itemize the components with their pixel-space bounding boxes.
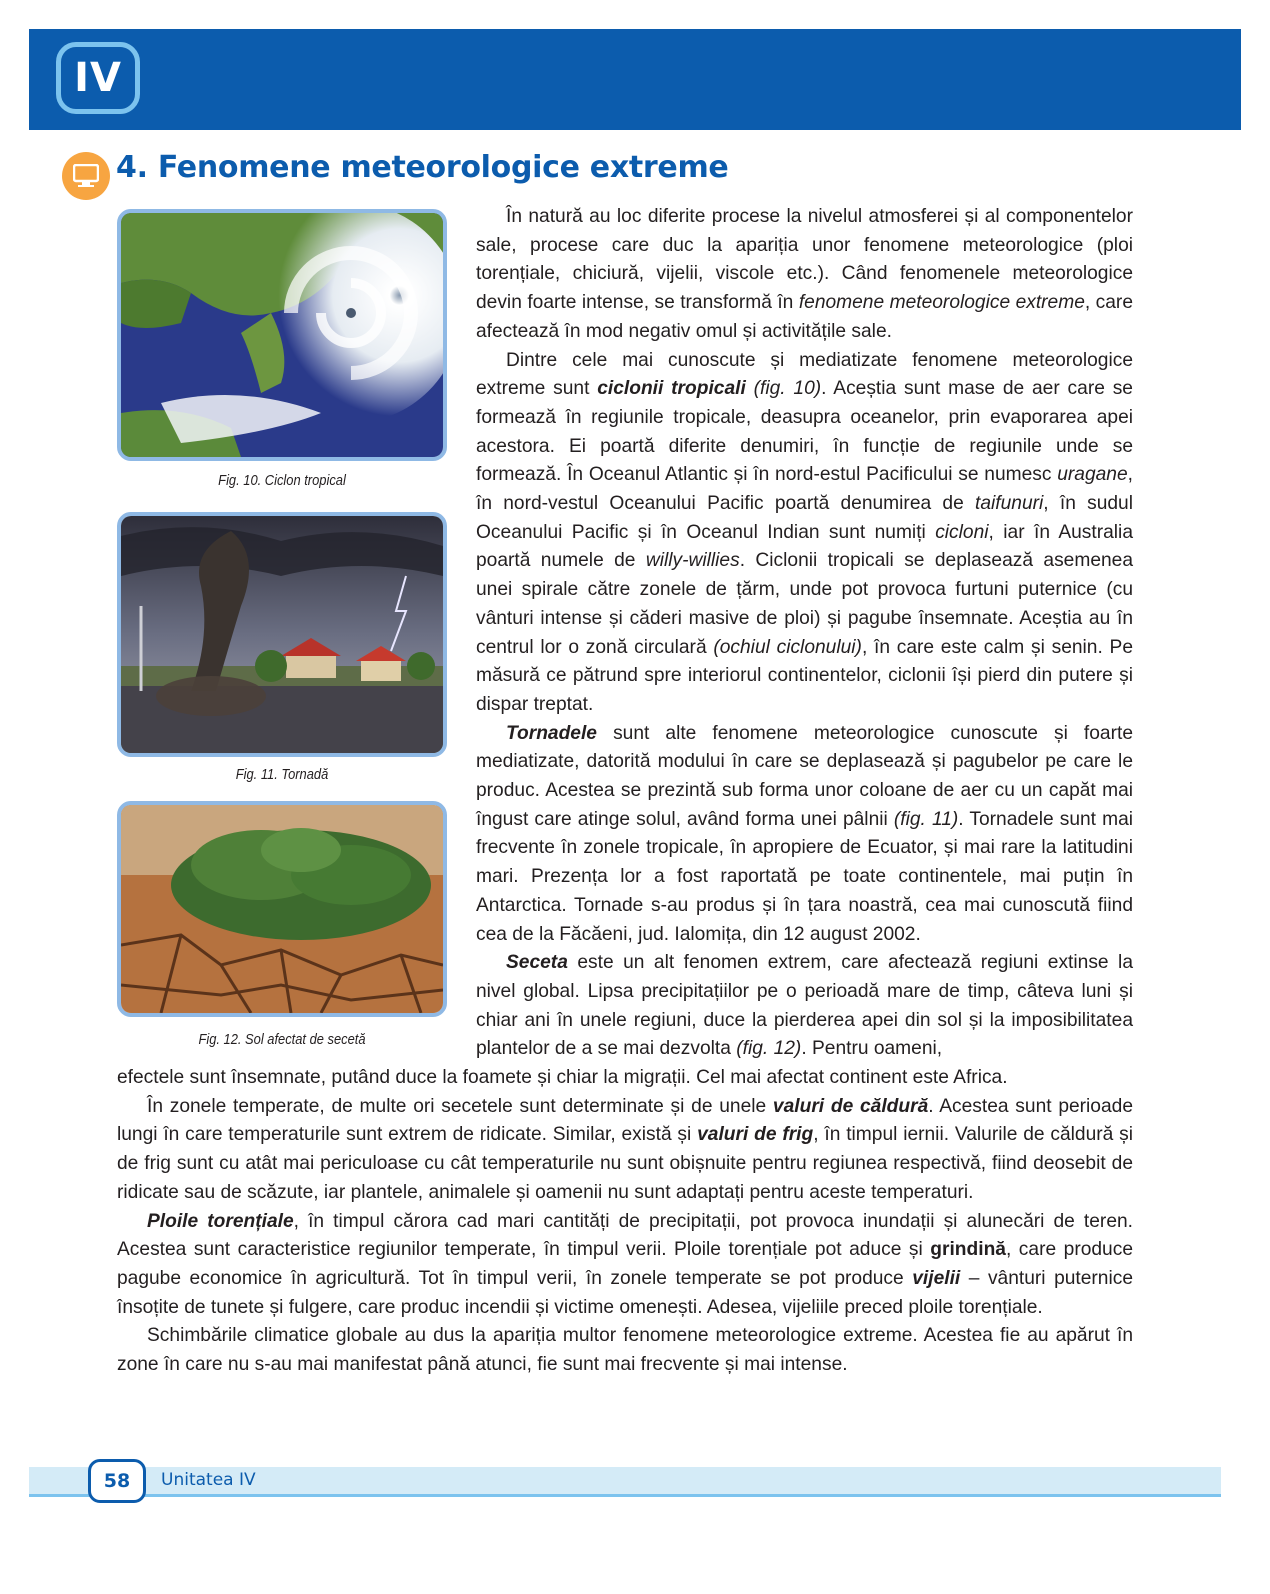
text: În zonele temperate, de multe ori secetele sunt determinate și de unele <box>147 1095 773 1117</box>
unit-number: IV <box>74 55 122 101</box>
paragraph-torrential-rain <box>117 1208 1133 1323</box>
drought-soil-image <box>117 801 447 1017</box>
text: . Ciclonii tropicali se deplasează asemenea unei spirale către zonele de țărm, unde pot provoca furtuni puternice (cu vânturi intense și căderi masive de ploi) și pagube însemnate. Aceștia au în centrul lor o zonă circulară <box>476 550 1134 658</box>
term: (ochiul ciclonului) <box>713 636 862 658</box>
term: Tornadele <box>506 722 597 744</box>
tropical-cyclone-image <box>117 209 447 461</box>
text: . Aceștia sunt mase de aer care se formează în regiunile tropicale, deasupra oceanelor, prin evaporarea apei acestora. Ei poartă diferite denumiri, în funcție de regiunile unde se formează. În Oceanul Atlantic și în nord-estul Pacificului se numesc <box>476 378 1133 486</box>
article-full-width <box>117 1064 1133 1380</box>
text: În natură au loc diferite procese la nivelul atmosferei și al componentelor sale, procese care duc la apariția unor fenomene meteorologice (ploi torențiale, chiciură, vijelii, viscole etc.). Când fenomenele meteorologice devin foarte intense, se transformă în <box>476 206 1133 314</box>
term: Seceta <box>506 952 568 974</box>
term: Ploile torențiale <box>147 1210 294 1232</box>
term: uragane <box>1057 464 1128 486</box>
paragraph-drought <box>476 949 1133 1064</box>
paragraph-tornadoes <box>476 720 1133 950</box>
paragraph-intro <box>476 203 1133 347</box>
figure-caption: Fig. 10. Ciclon tropical <box>218 472 346 489</box>
text <box>746 378 754 399</box>
text: . Acestea sunt perioade lungi în care temperaturile sunt extrem de ridicate. Similar, există și <box>117 1095 1133 1146</box>
term: grindină <box>930 1239 1006 1261</box>
text: este un alt fenomen extrem, care afectează regiuni extinse la nivel global. Lipsa precipitațiilor pe o perioadă mare de timp, câteva luni și chiar ani în unele regiuni, duce la pierderea apei din sol și la imposibilitatea plantelor de a se mai dezvolta <box>476 952 1133 1060</box>
page-number-badge <box>88 1459 146 1503</box>
header-bar <box>29 29 1241 130</box>
text: . Tornadele sunt mai frecvente în zonele tropicale, în apropiere de Ecuator, și mai rare la latitudini mari. Prezența lor a fost raportată pe toate continentele, mai puțin în Antarctica. Tornade s-au produs și în țara noastră, cea mai cunoscută fiind cea de la Făcăeni, jud. Ialomița, din 12 august 2002. <box>476 808 1134 945</box>
text: , în timpul iernii. Valurile de căldură și de frig sunt cu atât mai periculoase cu cât temperaturile nu sunt obișnuite pentru regiunea respectivă, fiind deosebit de ridicate sau de scăzute, iar plantele, animalele și oamenii nu sunt adaptați pentru aceste temperaturi. <box>117 1124 1133 1203</box>
text: . Pentru oameni, <box>801 1038 943 1060</box>
unit-badge <box>56 42 140 114</box>
text: sunt alte fenomene meteorologice cunoscute și foarte mediatizate, datorită modului în care se deplasează și pagubelor pe care le produc. Acestea se prezintă sub forma unor coloane de aer cu un capăt mai îngust care atinge solul, având forma unei pâlnii <box>476 722 1133 830</box>
figure-ref: (fig. 11) <box>893 808 959 830</box>
figure-caption: Fig. 11. Tornadă <box>235 766 329 783</box>
tornado-image <box>117 512 447 757</box>
text: Dintre cele mai cunoscute și mediatizate fenomene meteorologice extreme sunt <box>476 349 1133 400</box>
text: , în timpul cărora cad mari cantități de precipitații, pot provoca inundații și alunecări de teren. Acestea sunt caracteristice regiunilor temperate, în timpul verii. Ploile torențiale pot aduce și <box>117 1210 1133 1261</box>
paragraph-cyclones <box>476 347 1133 720</box>
figure-ref: (fig. 12) <box>736 1038 802 1060</box>
paragraph-heat-waves <box>117 1093 1133 1208</box>
computer-screen-icon <box>62 152 110 200</box>
paragraph-drought-continued: efectele sunt însemnate, putând duce la foamete și chiar la migrații. Cel mai afectat continent este Africa. <box>117 1067 1008 1088</box>
unit-label: Unitatea IV <box>161 1470 256 1490</box>
term: fenomene meteorologice extreme <box>798 292 1085 314</box>
text: , iar în Australia poartă numele de <box>476 521 1133 572</box>
text: , în nord-vestul Oceanului Pacific poartă denumirea de <box>476 464 1133 515</box>
term: willy-willies <box>645 550 740 572</box>
term: valuri de frig <box>697 1124 814 1146</box>
term: ciclonii tropicali <box>597 378 746 400</box>
figure-ref: (fig. 10) <box>753 378 822 400</box>
text: – vânturi puternice însoțite de tunete și fulgere, care produc incendii și victime omenești. Adesea, vijeliile preced ploile torențiale. <box>117 1267 1134 1318</box>
term: valuri de căldură <box>772 1095 929 1117</box>
page-number: 58 <box>103 1470 131 1492</box>
term: vijelii <box>912 1267 961 1289</box>
text: , care afectează în mod negativ omul și activitățile sale. <box>476 292 1133 342</box>
term: taifunuri <box>975 493 1044 515</box>
text: , în sudul Oceanului Pacific și în Oceanul Indian sunt numiți <box>476 493 1133 543</box>
figure-caption: Fig. 12. Sol afectat de secetă <box>198 1031 366 1048</box>
text: , în care este calm și senin. Pe măsură ce pătrund spre interiorul continentelor, ciclonii își pierd din putere și dispar treptat. <box>476 636 1134 715</box>
paragraph-climate-change: Schimbările climatice globale au dus la apariția multor fenomene meteorologice extreme. Acestea fie au apărut în zone în care nu s-au mai manifestat până atunci, fie sunt mai frecvente și mai intense. <box>117 1325 1133 1376</box>
term: cicloni <box>935 521 989 543</box>
article-column <box>476 203 1133 1064</box>
text: , care produce pagube economice în agricultură. Tot în timpul verii, în zonele temperate se pot produce <box>117 1239 1133 1289</box>
lesson-title: 4. Fenomene meteorologice extreme <box>116 150 729 185</box>
